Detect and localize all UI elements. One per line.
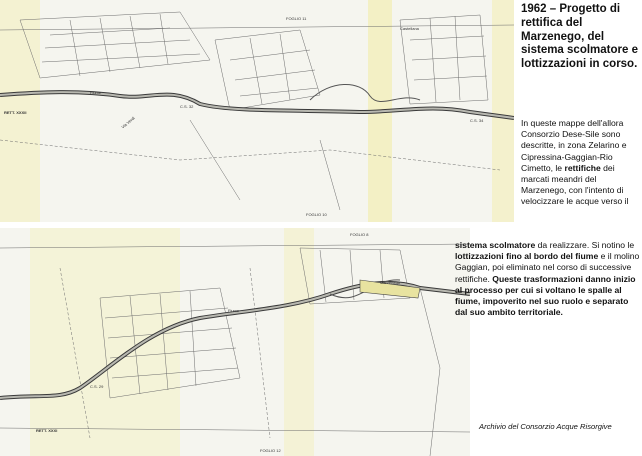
map-bottom-rett-label: RETT. XXXI <box>36 428 58 433</box>
body-bold-1: rettifiche <box>564 162 601 173</box>
map-top-cs-label: C.S. 32 <box>180 104 194 109</box>
map-top-road-label: Castellana <box>400 26 419 31</box>
body-text-4: e il molino Gaggian, poi eliminato nel corso di successive rettifiche. <box>455 251 640 284</box>
map-bottom-river-label: Fiume <box>228 308 240 313</box>
map-bottom-river2-label: Marzenego <box>380 280 401 285</box>
body-text-1: In queste mappe dell'allora Consorzio Dese-Sile sono descritte, in zona Zelarino e Cipressina-Gaggian-Rio Cimetto, le <box>521 118 627 173</box>
map-top-rett-label: RETT. XXXII <box>4 110 27 115</box>
map-top-foglio-bottom-label: FOGLIO 10 <box>306 212 327 217</box>
map-bottom <box>0 228 470 456</box>
map-bottom-cs-label: C.S. 29 <box>90 384 104 389</box>
body-text-2: dei marcati meandri del Marzenego, con l'intento di velocizzare le acque verso il <box>521 162 629 207</box>
map-top-via-label: Via Verdi <box>120 115 136 130</box>
map-bottom-foglio-label: FOGLIO 8 <box>350 232 369 237</box>
map-top-drawing <box>0 0 514 222</box>
body-text-3: da realizzare. Si notino le <box>535 240 635 250</box>
map-top-foglio-label: FOGLIO 11 <box>286 16 307 21</box>
map-top <box>0 0 514 222</box>
body-bold-4: Queste trasformazioni danno inizio al processo per cui si voltano le spalle al fiume, impoverito nel suo ruolo e separato dal suo ambito territoriale. <box>455 273 636 318</box>
map-top-cs2-label: C.S. 34 <box>470 118 484 123</box>
body-paragraph-part2 <box>455 240 640 318</box>
map-bottom-drawing <box>0 228 470 456</box>
map-top-river-label: Fiume <box>90 90 102 95</box>
body-bold-3: lottizzazioni fino al bordo del fiume <box>455 251 599 262</box>
body-paragraph-part1 <box>521 118 636 208</box>
page-title: 1962 – Progetto di rettifica del Marzenego, del sistema scolmatore e lottizzazioni in corso. <box>521 3 638 71</box>
body-bold-2: sistema scolmatore <box>455 240 536 250</box>
map-bottom-foglio-bottom-label: FOGLIO 12 <box>260 448 281 453</box>
archive-credit: Archivio del Consorzio Acque Risorgive <box>479 422 612 431</box>
